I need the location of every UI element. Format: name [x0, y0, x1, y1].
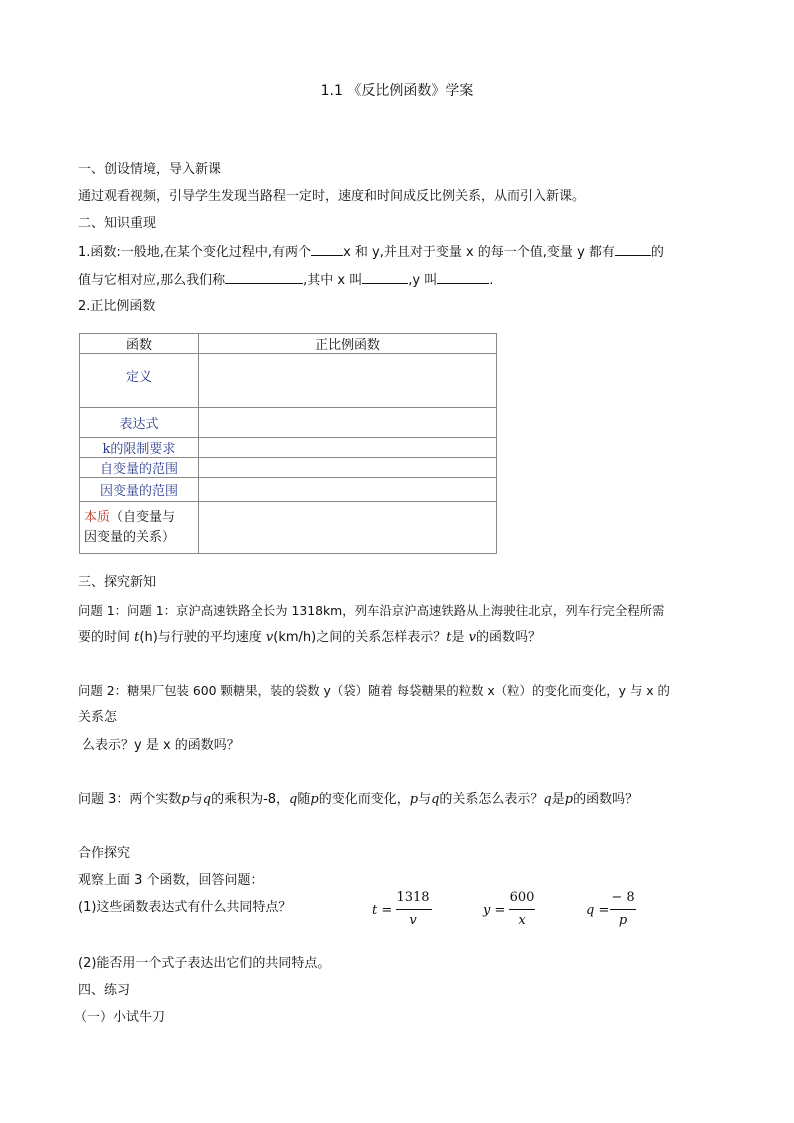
section-4-sub: （一）小试牛刀 — [74, 1010, 166, 1025]
fraction-bar — [396, 909, 432, 910]
row-label-independent-range: 自变量的范围 — [80, 458, 199, 478]
blank-3[interactable] — [225, 271, 303, 284]
cell-independent-range[interactable] — [199, 458, 497, 478]
cell-expression[interactable] — [199, 408, 497, 438]
fraction-bar — [610, 909, 636, 910]
row-label-dependent-range: 因变量的范围 — [80, 478, 199, 502]
cooperation-question-1: (1)这些函数表达式有什么共同特点？ — [78, 900, 292, 915]
question-2-line-1: 问题 2：糖果厂包装 600 颗糖果，装的袋数 y（袋）随着 每袋糖果的粒数 x（粒）的变化而变化，y 与 x 的 — [78, 683, 670, 698]
cell-dependent-range[interactable] — [199, 478, 497, 502]
question-1-line-2: 要的时间 t(h)与行驶的平均速度 v(km/h)之间的关系怎样表示？t是 v的函数吗？ — [78, 630, 542, 645]
section-2-heading: 二、知识重现 — [78, 216, 157, 231]
table-header-proportional: 正比例函数 — [199, 334, 497, 354]
cooperation-intro: 观察上面 3 个函数，回答问题： — [78, 873, 264, 888]
proportional-function-table — [79, 333, 497, 554]
fraction-bar — [509, 909, 535, 910]
table-header-function: 函数 — [80, 334, 199, 354]
question-3: 问题 3：两个实数p与q的乘积为-8，q随p的变化而变化，p与q的关系怎么表示？q是p的函数吗？ — [78, 792, 639, 807]
section-1-text: 通过观看视频，引导学生发现当路程一定时，速度和时间成反比例关系，从而引入新课。 — [78, 189, 586, 204]
question-2-line-2: 关系怎 — [78, 710, 118, 725]
cell-essence[interactable] — [199, 502, 497, 554]
formula-y: y = 600 x — [483, 890, 535, 928]
section-3-heading: 三、探究新知 — [78, 575, 157, 590]
formula-q: q = − 8 p — [586, 890, 635, 928]
blank-5[interactable] — [437, 271, 489, 284]
function-definition-line-1: 1.函数:一般地,在某个变化过程中,有两个 x 和 y,并且对于变量 x 的每一个值,变量 y 都有 的 — [78, 245, 664, 260]
cooperation-heading: 合作探究 — [78, 846, 131, 861]
cell-definition[interactable] — [199, 354, 497, 408]
row-label-definition: 定义 — [80, 354, 199, 408]
row-label-expression: 表达式 — [80, 408, 199, 438]
question-2-line-3: 么表示？y 是 x 的函数吗？ — [82, 738, 240, 753]
question-1-line-1: 问题 1：问题 1：京沪高速铁路全长为 1318km，列车沿京沪高速铁路从上海驶往北京，列车行完全程所需 — [78, 603, 665, 618]
proportional-function-label: 2.正比例函数 — [78, 299, 156, 314]
cell-k-requirement[interactable] — [199, 438, 497, 458]
formula-t: t = 1318 v — [372, 890, 442, 934]
cooperation-question-2: (2)能否用一个式子表达出它们的共同特点。 — [78, 956, 331, 971]
blank-4[interactable] — [362, 271, 408, 284]
page-title: 1.1 《反比例函数》学案 — [320, 83, 474, 99]
row-label-k-requirement: k的限制要求 — [80, 438, 199, 458]
blank-1[interactable] — [311, 243, 343, 256]
blank-2[interactable] — [615, 243, 651, 256]
section-4-heading: 四、练习 — [78, 983, 131, 998]
section-1-heading: 一、创设情境，导入新课 — [78, 162, 222, 177]
row-label-essence: 本质（自变量与 因变量的关系） — [80, 502, 199, 554]
function-definition-line-2: 值与它相对应,那么我们称 ,其中 x 叫 ,y 叫 . — [78, 273, 494, 288]
